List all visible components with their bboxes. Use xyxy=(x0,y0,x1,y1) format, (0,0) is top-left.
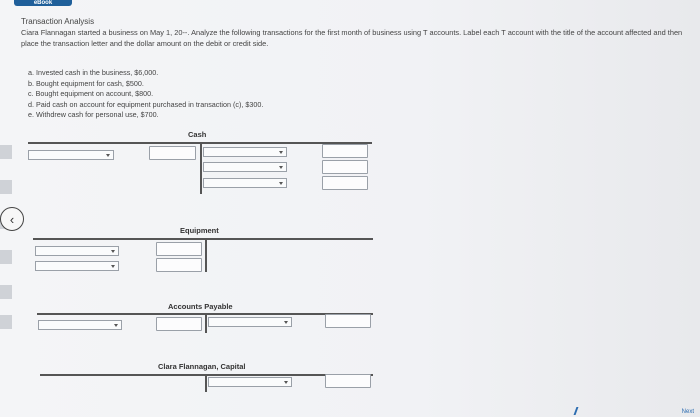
left-sidebar-strip xyxy=(0,140,14,340)
equipment-account-title: Equipment xyxy=(180,226,219,235)
chevron-left-icon: ‹ xyxy=(9,211,15,227)
capital-t-top-line xyxy=(40,374,373,376)
cash-credit-amount-input-1[interactable] xyxy=(322,144,368,158)
accounts-payable-credit-amount-input[interactable] xyxy=(325,314,371,328)
capital-credit-letter-select[interactable] xyxy=(208,377,292,387)
cash-t-divider xyxy=(200,142,202,194)
cash-account-title: Cash xyxy=(188,130,207,139)
accounts-payable-credit-letter-select[interactable] xyxy=(208,317,292,327)
list-item: e. Withdrew cash for personal use, $700. xyxy=(28,110,159,120)
cash-credit-amount-input-2[interactable] xyxy=(322,160,368,174)
scroll-indicator-icon xyxy=(574,407,583,415)
equipment-debit-letter-select-1[interactable] xyxy=(35,246,119,256)
equipment-debit-amount-input-2[interactable] xyxy=(156,258,202,272)
instructions: Ciara Flannagan started a business on May 1, 20--. Analyze the following transactions for the first month of business using T accounts. Label each T account with the title of the account affected and then place the transaction letter and the dollar amount on the debit or credit side. xyxy=(21,28,683,48)
capital-account-title: Clara Flannagan, Capital xyxy=(158,362,246,371)
equipment-debit-amount-input-1[interactable] xyxy=(156,242,202,256)
capital-t-divider xyxy=(205,374,207,392)
list-item: a. Invested cash in the business, $6,000. xyxy=(28,68,159,77)
list-item: c. Bought equipment on account, $800. xyxy=(28,89,154,99)
cash-credit-letter-select-1[interactable] xyxy=(203,147,287,157)
cash-debit-letter-select[interactable] xyxy=(28,150,114,160)
accounts-payable-debit-letter-select[interactable] xyxy=(38,320,122,330)
list-item: d. Paid cash on account for equipment purchased in transaction (c), $300. xyxy=(28,99,264,109)
cash-credit-letter-select-2[interactable] xyxy=(203,162,287,172)
back-button[interactable] xyxy=(0,207,24,231)
transaction-list xyxy=(28,68,263,121)
ebook-tab[interactable]: eBook xyxy=(14,0,72,6)
accounts-payable-t-divider xyxy=(205,313,207,333)
equipment-debit-letter-select-2[interactable] xyxy=(35,261,119,271)
accounts-payable-account-title: Accounts Payable xyxy=(168,302,233,311)
cash-credit-amount-input-3[interactable] xyxy=(322,176,368,190)
next-link[interactable]: Next xyxy=(681,409,694,415)
equipment-t-divider xyxy=(205,238,207,272)
page-title: Transaction Analysis xyxy=(21,17,95,26)
cash-credit-letter-select-3[interactable] xyxy=(203,178,287,188)
list-item: b. Bought equipment for cash, $500. xyxy=(28,78,144,88)
cash-debit-amount-input[interactable] xyxy=(149,146,196,160)
equipment-t-top-line xyxy=(33,238,373,240)
capital-credit-amount-input[interactable] xyxy=(325,374,371,388)
accounts-payable-debit-amount-input[interactable] xyxy=(156,317,202,331)
